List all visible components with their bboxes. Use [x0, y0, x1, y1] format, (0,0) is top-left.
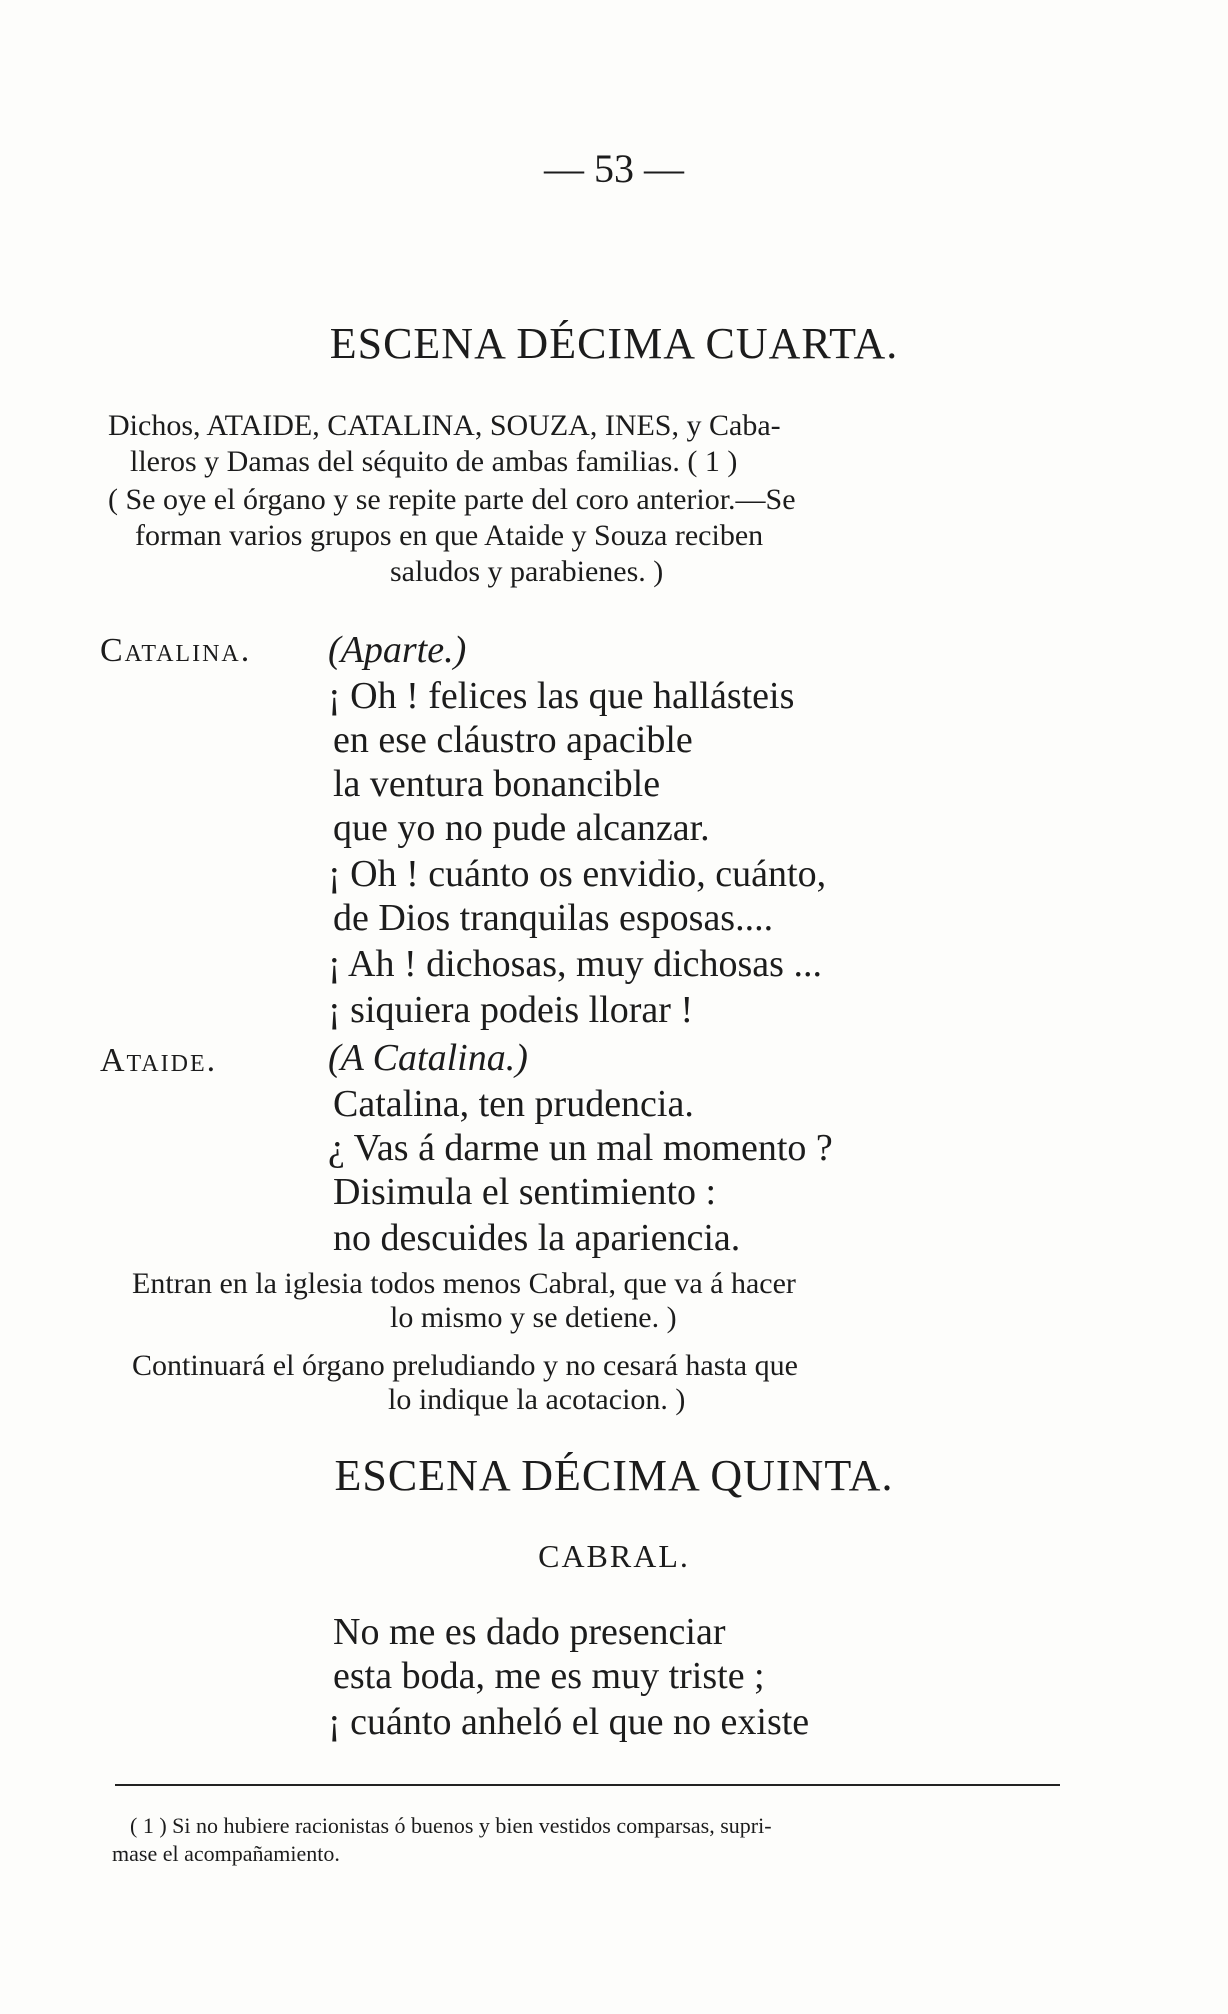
verse-line: ¡ Ah ! dichosas, muy dichosas ...: [328, 943, 822, 985]
verse-line: ¡ Oh ! cuánto os envidio, cuánto,: [328, 853, 827, 895]
verse-line: la ventura bonancible: [333, 763, 661, 805]
verse-line: ¡ siquiera podeis llorar !: [328, 989, 694, 1031]
footnote-line: ( 1 ) Si no hubiere racionistas ó buenos y bien vestidos comparsas, supri-: [130, 1813, 772, 1838]
stage-direction-line: lo mismo y se detiene. ): [390, 1301, 677, 1334]
verse-line: No me es dado presenciar: [333, 1611, 726, 1653]
stage-direction-line: Continuará el órgano preludiando y no cesará hasta que: [132, 1349, 798, 1382]
verse-line: en ese cláustro apacible: [333, 719, 693, 761]
verse-line: no descuides la apariencia.: [333, 1217, 741, 1259]
verse-line: Catalina, ten prudencia.: [333, 1083, 694, 1125]
speaker-catalina: Catalina.: [100, 632, 252, 669]
footnote-divider: [115, 1784, 1060, 1786]
verse-line: ¡ cuánto anheló el que no existe: [328, 1701, 810, 1743]
character-name: CABRAL.: [538, 1538, 690, 1574]
speaker-ataide: Ataide.: [100, 1042, 218, 1079]
verse-line: ¡ Oh ! felices las que hallásteis: [328, 675, 795, 717]
verse-line: ¿ Vas á darme un mal momento ?: [328, 1127, 833, 1169]
stage-direction-line: ( Se oye el órgano y se repite parte del coro anterior.—Se: [108, 483, 796, 516]
page-number: — 53 —: [544, 146, 684, 191]
catalina-aside: (Aparte.): [328, 629, 467, 671]
stage-direction-line: lo indique la acotacion. ): [388, 1383, 686, 1416]
verse-line: de Dios tranquilas esposas....: [333, 897, 774, 939]
ataide-aside: (A Catalina.): [328, 1037, 528, 1079]
verse-line: esta boda, me es muy triste ;: [333, 1655, 765, 1697]
stage-direction-line: lleros y Damas del séquito de ambas familias. ( 1 ): [130, 445, 738, 478]
stage-direction-line: saludos y parabienes. ): [390, 555, 664, 588]
stage-direction-line: Dichos, ATAIDE, CATALINA, SOUZA, INES, y Caba-: [108, 409, 781, 442]
scene-15-title: ESCENA DÉCIMA QUINTA.: [334, 1451, 894, 1500]
footnote-line: mase el acompañamiento.: [112, 1841, 340, 1866]
verse-line: que yo no pude alcanzar.: [333, 807, 710, 849]
scene-14-title: ESCENA DÉCIMA CUARTA.: [329, 319, 899, 368]
stage-direction-line: forman varios grupos en que Ataide y Souza reciben: [135, 519, 764, 552]
verse-line: Disimula el sentimiento :: [333, 1171, 717, 1213]
stage-direction-line: Entran en la iglesia todos menos Cabral, que va á hacer: [132, 1267, 796, 1300]
